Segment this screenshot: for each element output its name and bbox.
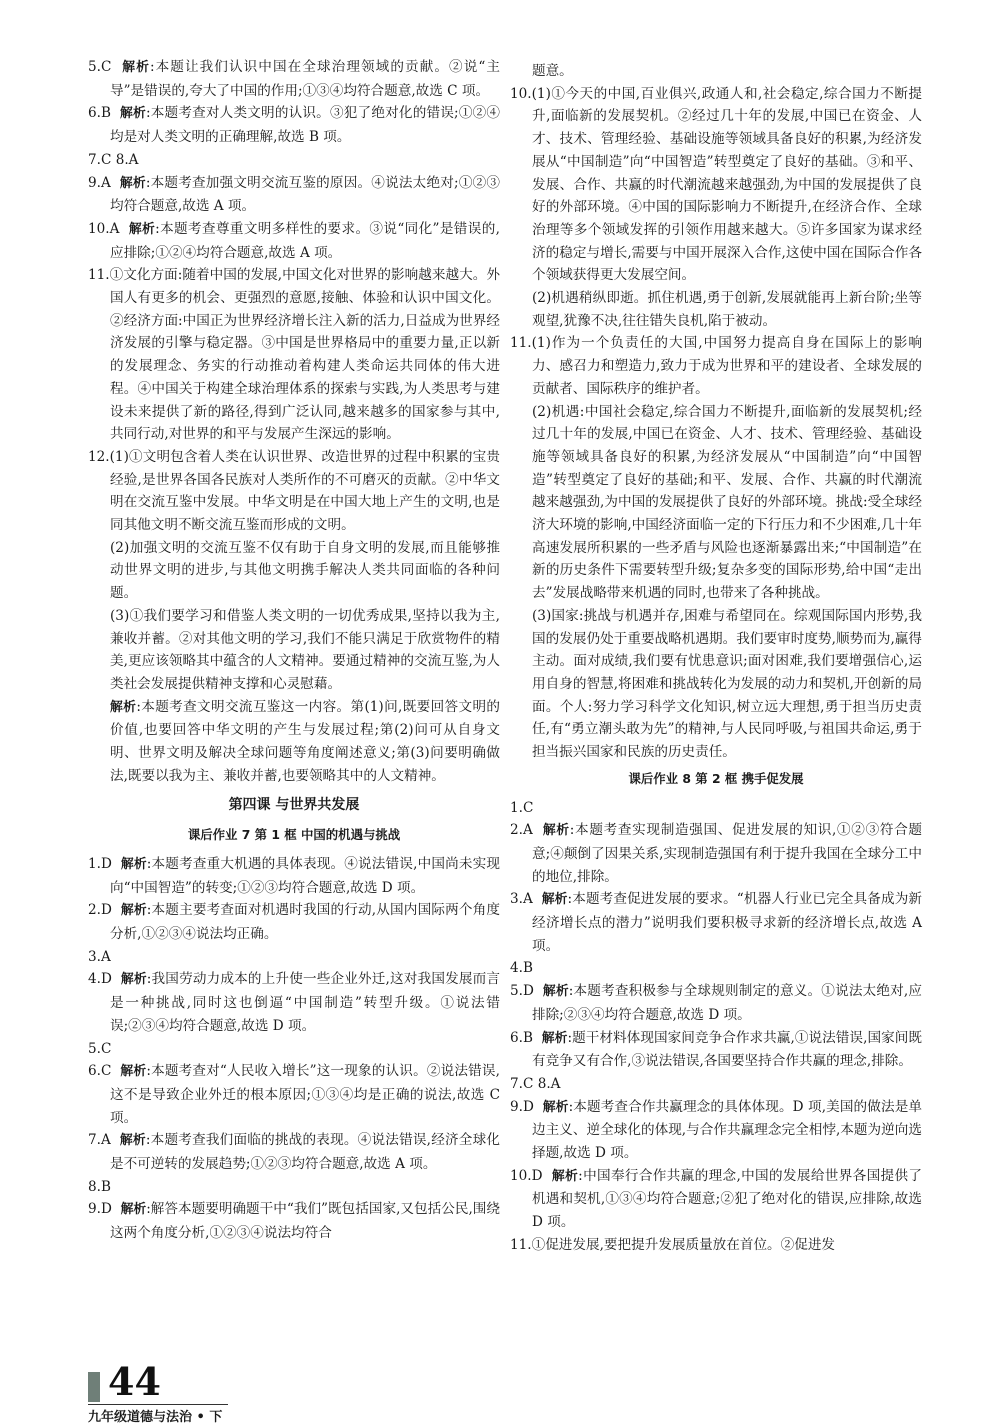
- hw8-answer-9: 9.D 解析:本题考查合作共赢理念的具体体现。D 项,美国的做法是单边主义、逆全球化的体现,与合作共赢理念完全相悖,本题为逆向选择题,故选 D 项。: [510, 1098, 922, 1162]
- hw7-answer-10-part2: (2)机遇稍纵即逝。抓住机遇,勇于创新,发展就能再上新台阶;坐等观望,犹豫不决,往往错失良机,陷于被动。: [532, 290, 922, 329]
- homework-7-title: 课后作业 7 第 1 框 中国的机遇与挑战: [187, 827, 401, 843]
- answer-6: 6.B 解析:本题考查对人类文明的认识。③犯了绝对化的错误;①②④均是对人类文明的正确理解,故选 B 项。: [88, 105, 500, 146]
- answer-11: 11.①文化方面:随着中国的发展,中国文化对世界的影响越来越大。外国人有更多的机会、更强烈的意愿,接触、体验和认识中国文化。②经济方面:中国正为世界经济增长注入新的活力,日益成为世界经济发展的引擎与稳定器。③中国是世界格局中的重要力量,正以新的发展理念、务实的行动推动着构建人类命运共同体的伟大进程。④中国关于构建全球治理体系的探索与实践,为人类思考与建设未来提供了新的路径,得到广泛认同,越来越多的国家参与其中,共同行动,对世界的和平与发展产生深远的影响。: [88, 267, 500, 443]
- hw7-answer-3: 3.A: [88, 948, 111, 965]
- hw7-answer-11-part2: (2)机遇:中国社会稳定,综合国力不断提升,面临新的发展契机;经过几十年的发展,中国已在资金、人才、技术、管理经验、基础设施等领域具备良好的积累,为经济发展从“中国制造”向“中国智造”转型奠定了良好的基础;和平、发展、合作、共赢的时代潮流越来越强劲,为中国的发展提供了良好的外部环境。挑战:受全球经济大环境的影响,中国经济面临一定的下行压力和不少困难,几十年高速发展所积累的一些矛盾与风险也逐渐暴露出来;“中国制造”在新的历史条件下需要转型升级;复杂多变的国际形势,给中国“走出去”发展战略带来机遇的同时,也带来了各种挑战。: [532, 403, 922, 602]
- hw7-answer-11-part1: 11.(1)作为一个负责任的大国,中国努力提高自身在国际上的影响力、感召力和塑造力,致力于成为世界和平的建设者、全球发展的贡献者、国际秩序的维护者。: [510, 335, 922, 397]
- hw7-answer-7: 7.A 解析:本题考查我们面临的挑战的表现。④说法错误,经济全球化是不可逆转的发展趋势;①②③均符合题意,故选 A 项。: [88, 1132, 500, 1173]
- hw8-answer-3: 3.A 解析:本题考查促进发展的要求。“机器人行业已完全具备成为新经济增长点的潜力”说明我们要积极寻求新的经济增长点,故选 A 项。: [510, 891, 923, 954]
- hw7-answer-9: 9.D 解析:解答本题要明确题干中“我们”既包括国家,又包括公民,围绕这两个角度分析,①②③④说法均符合: [88, 1201, 500, 1242]
- hw7-answer-1: 1.D 解析:本题考查重大机遇的具体表现。④说法错误,中国尚未实现向“中国智造”的转变;①②③均符合题意,故选 D 项。: [88, 855, 500, 896]
- page-number-bar: [88, 1372, 100, 1402]
- hw7-answer-2: 2.D 解析:本题主要考查面对机遇时我国的行动,从国内国际两个角度分析,①②③④说法均正确。: [88, 902, 500, 943]
- answer-12-analysis: 解析:本题考查文明交流互鉴这一内容。第(1)问,既要回答文明的价值,也要回答中华文明的产生与发展过程;第(2)问可从自身文明、世界文明及解决全球问题等角度阐述意义;第(3)问要明确做法,既要以我为主、兼收并蓄,也要领略其中的人文精神。: [110, 698, 501, 784]
- hw8-answer-4: 4.B: [510, 960, 533, 977]
- hw7-answer-11-part3: (3)国家:挑战与机遇并存,困难与希望同在。综观国际国内形势,我国的发展仍处于重要战略机遇期。我们要审时度势,顺势而为,赢得主动。面对成绩,我们要有忧患意识;面对困难,我们要增强信心,运用自身的智慧,将困难和挑战转化为发展的动力和契机,开创新的局面。个人:努力学习科学文化知识,树立远大理想,勇于担当历史责任,有“勇立潮头敢为先”的精神,与人民同呼吸,与祖国共命运,勇于担当振兴国家和民族的历史责任。: [532, 607, 922, 761]
- answer-9: 9.A 解析:本题考查加强文明交流互鉴的原因。④说法太绝对;①②③均符合题意,故选 A 项。: [88, 174, 500, 215]
- hw7-answer-10-part1: 10.(1)①今天的中国,百业俱兴,政通人和,社会稳定,综合国力不断提升,面临新的发展契机。②经过几十年的发展,中国已在资金、人才、技术、管理经验、基础设施等领域具备良好的积累,为经济发展从“中国制造”向“中国智造”转型奠定了良好的基础。③和平、发展、合作、共赢的时代潮流越来越强劲,为中国的发展提供了良好的外部环境。④中国的国际影响力不断提升,在经济合作、全球治理等多个领域发挥的引领作用越来越大。⑤许多国家为谋求经济的稳定与增长,需要与中国开展深入合作,这使中国在国际合作各个领域获得更大发展空间。: [510, 85, 922, 284]
- footer-rule: [88, 1404, 228, 1405]
- answer-12-part1: 12.(1)①文明包含着人类在认识世界、改造世界的过程中积累的宝贵经验,是世界各国各民族对人类所作的不可磨灭的贡献。②中华文明在交流互鉴中发展。中华文明是在中国大地上产生的文明,也是同其他文明不断交流互鉴而形成的文明。: [88, 448, 500, 534]
- hw8-answer-2: 2.A 解析:本题考查实现制造强国、促进发展的知识,①②③符合题意;④颠倒了因果关系,实现制造强国有利于提升我国在全球分工中的地位,排除。: [510, 822, 922, 885]
- hw7-answer-9-cont: 题意。: [532, 63, 573, 79]
- section-title: 第四课 与世界共发展: [228, 796, 360, 813]
- answer-12-part2: (2)加强文明的交流互鉴不仅有助于自身文明的发展,而且能够推动世界文明的进步,与其他文明携手解决人类共同面临的各种问题。: [110, 539, 500, 602]
- hw7-answer-4: 4.D 解析:我国劳动力成本的上升使一些企业外迁,这对我国发展而言是一种挑战,同时这也倒逼“中国制造”转型升级。①说法错误;②③④均符合题意,故选 D 项。: [88, 971, 500, 1034]
- hw7-answer-8: 8.B: [88, 1178, 111, 1195]
- hw8-answer-1: 1.C: [510, 799, 534, 816]
- page-number: 44: [108, 1359, 161, 1404]
- hw8-answer-5: 5.D 解析:本题考查积极参与全球规则制定的意义。①说法太绝对,应排除;②③④均符合题意,故选 D 项。: [510, 983, 922, 1023]
- hw8-answer-7-8: 7.C 8.A: [510, 1075, 561, 1092]
- answer-10: 10.A 解析:本题考查尊重文明多样性的要求。③说“同化”是错误的,应排除;①②④均符合题意,故选 A 项。: [88, 220, 500, 261]
- answer-5: 5.C 解析:本题让我们认识中国在全球治理领域的贡献。②说“主导”是错误的,夸大了中国的作用;①③④均符合题意,故选 C 项。: [88, 59, 500, 99]
- hw7-answer-5: 5.C: [88, 1040, 112, 1057]
- hw8-answer-10: 10.D 解析:中国奉行合作共赢的理念,中国的发展给世界各国提供了机遇和契机,①③④均符合题意;②犯了绝对化的错误,应排除,故选 D 项。: [510, 1167, 922, 1231]
- left-column: [88, 56, 500, 1245]
- hw8-answer-11: 11.①促进发展,要把提升发展质量放在首位。②促进发: [510, 1236, 836, 1253]
- book-title: 九年级道德与法治 • 下: [88, 1410, 223, 1425]
- right-column: [510, 60, 922, 1257]
- answer-12-part3: (3)①我们要学习和借鉴人类文明的一切优秀成果,坚持以我为主,兼收并蓄。②对其他文明的学习,我们不能只满足于欣赏物件的精美,更应该领略其中蕴含的人文精神。要通过精神的交流互鉴,为人类社会发展提供精神支撑和心灵慰藉。: [110, 607, 500, 692]
- hw8-answer-6: 6.B 解析:题干材料体现国家间竞争合作求共赢,①说法错误,国家间既有竞争又有合作,③说法错误,各国要坚持合作共赢的理念,排除。: [510, 1029, 923, 1070]
- answer-7-8: 7.C 8.A: [88, 151, 139, 168]
- hw7-answer-6: 6.C 解析:本题考查对“人民收入增长”这一现象的认识。②说法错误,这不是导致企业外迁的根本原因;①③④均是正确的说法,故选 C 项。: [88, 1063, 500, 1126]
- homework-8-title: 课后作业 8 第 2 框 携手促发展: [628, 770, 804, 786]
